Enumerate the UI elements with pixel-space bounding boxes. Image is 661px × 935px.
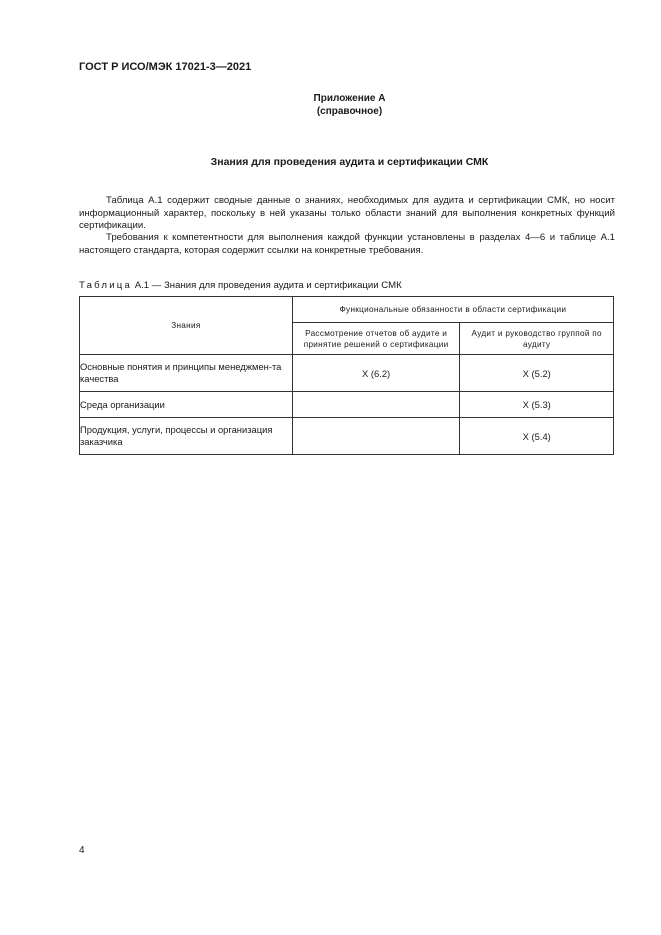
table-caption-text: А.1 — Знания для проведения аудита и сертификации СМК xyxy=(134,280,402,291)
knowledge-cell: Среда организации xyxy=(80,392,293,418)
knowledge-cell: Продукция, услуги, процессы и организация заказчика xyxy=(80,418,293,455)
audit-cell: X (5.2) xyxy=(460,355,614,392)
paragraph-2: Требования к компетентности для выполнения каждой функции установлены в разделах 4—6 и таблице А.1 настоящего стандарта, которая содержит ссылки на конкретные требования. xyxy=(79,232,615,256)
annex-heading xyxy=(0,92,661,118)
review-cell: X (6.2) xyxy=(292,355,460,392)
table-row xyxy=(80,418,614,455)
table-row xyxy=(80,392,614,418)
header-knowledge: Знания xyxy=(80,297,293,355)
audit-cell: X (5.4) xyxy=(460,418,614,455)
header-audit: Аудит и руководство группой по аудиту xyxy=(460,323,614,355)
annex-subtitle: (справочное) xyxy=(316,106,383,117)
audit-cell: X (5.3) xyxy=(460,392,614,418)
knowledge-cell: Основные понятия и принципы менеджмен-та качества xyxy=(80,355,293,392)
paragraph-1: Таблица А.1 содержит сводные данные о знаниях, необходимых для аудита и сертификации СМК, но носит информационный характер, поскольку в ней указаны только области знаний для выполнения конкретных функций сертификации. xyxy=(79,195,615,232)
table-row xyxy=(80,355,614,392)
section-title: Знания для проведения аудита и сертификации СМК xyxy=(210,156,489,168)
annex-title: Приложение А xyxy=(313,93,386,104)
table-caption-label: Таблица xyxy=(79,280,133,291)
standard-code: ГОСТ Р ИСО/МЭК 17021-3—2021 xyxy=(79,61,252,73)
header-review: Рассмотрение отчетов об аудите и принятие решений о сертификации xyxy=(292,323,460,355)
knowledge-table xyxy=(79,296,614,455)
header-functional-group: Функциональные обязанности в области сертификации xyxy=(292,297,613,323)
table-caption xyxy=(79,280,402,291)
review-cell xyxy=(292,392,460,418)
page-number: 4 xyxy=(79,845,85,856)
review-cell xyxy=(292,418,460,455)
